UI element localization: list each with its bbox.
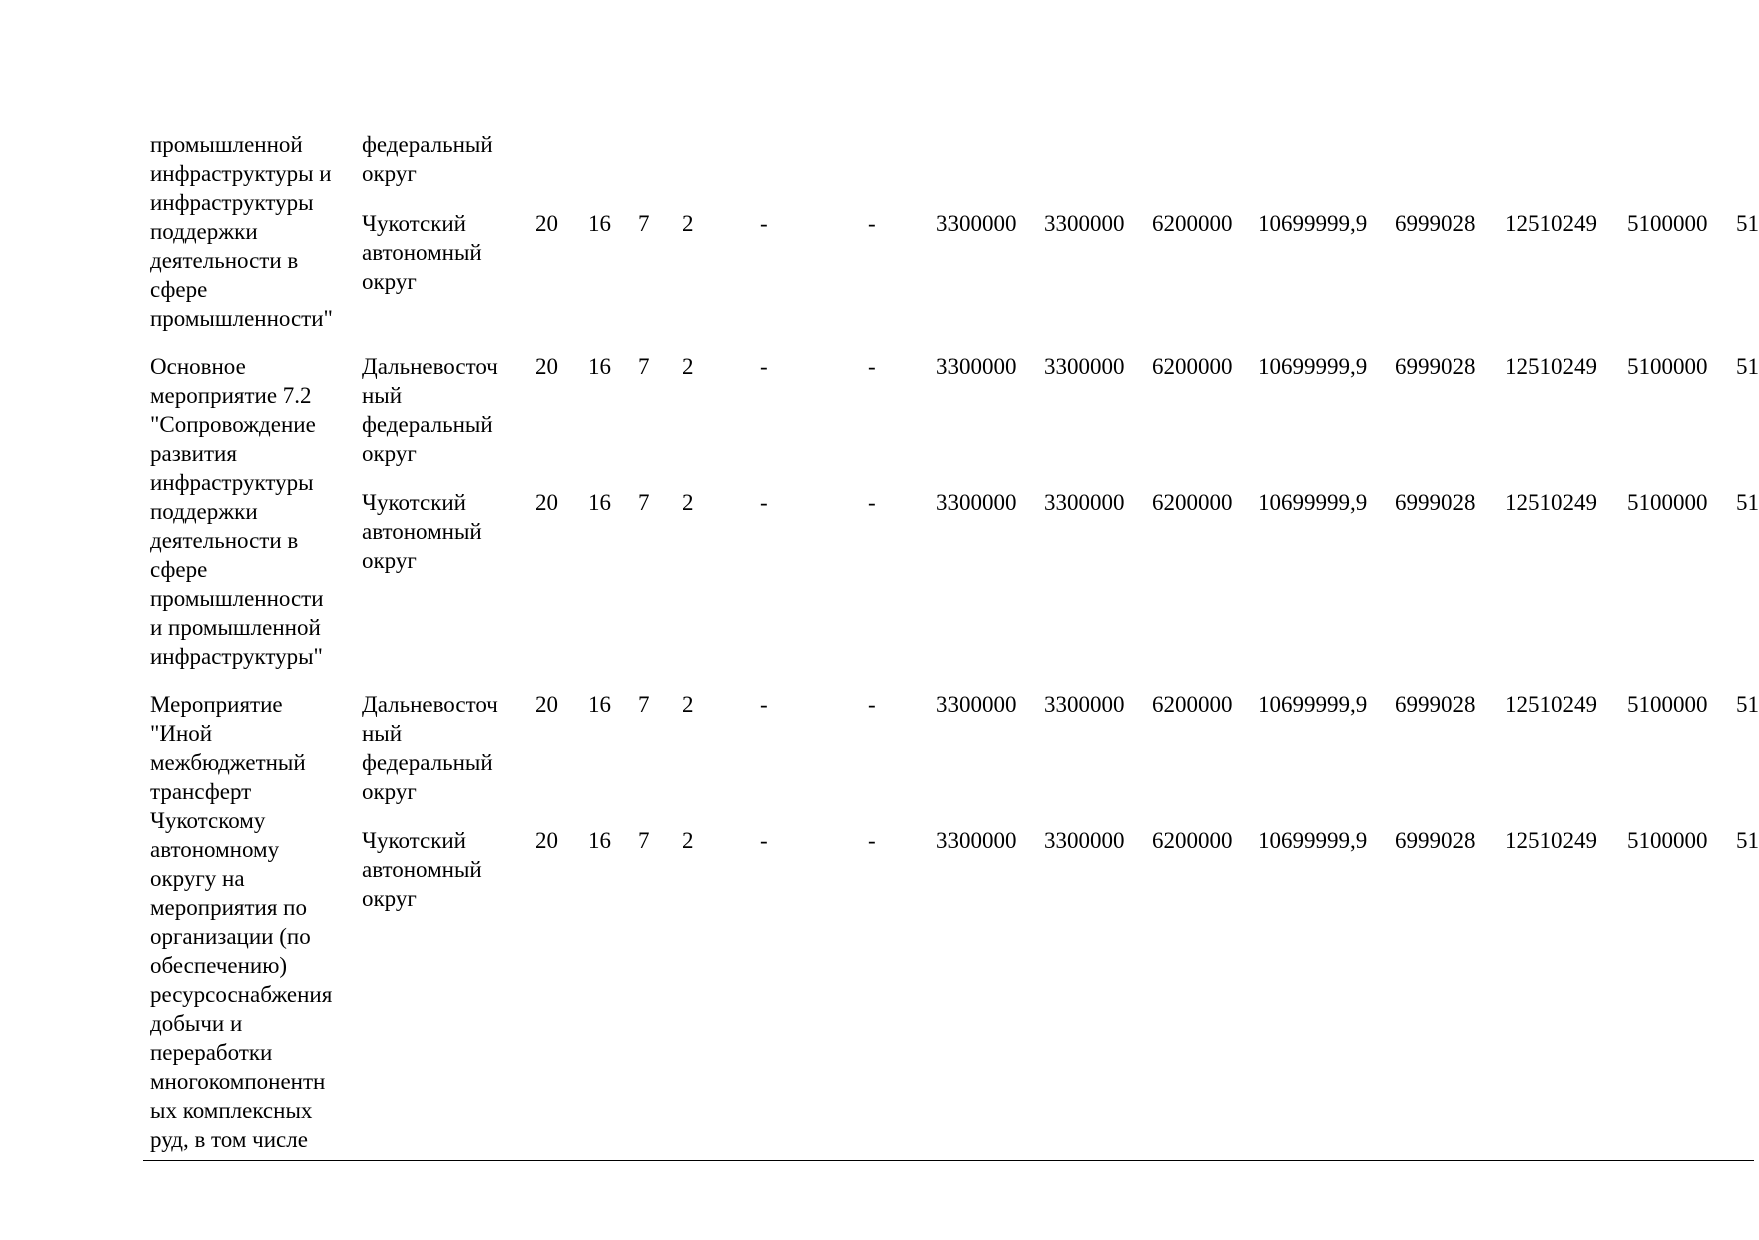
row-2-region-0-label: Дальневосточ ный федеральный округ	[362, 692, 498, 804]
value-cell: -	[868, 490, 876, 515]
row-0-region-0-label: федеральный округ	[362, 132, 493, 186]
value-cell: 6999028	[1395, 211, 1476, 236]
value-cell: -	[760, 828, 768, 853]
value-cell: 51	[1736, 490, 1759, 515]
value-cell: 51	[1736, 828, 1759, 853]
value-cell: 51	[1736, 211, 1759, 236]
value-cell: -	[868, 211, 876, 236]
value-cell: 5100000	[1627, 828, 1708, 853]
row-0-region-1-label: Чукотский автономный округ	[362, 211, 482, 294]
value-cell: 5100000	[1627, 211, 1708, 236]
value-cell: 20	[535, 490, 558, 515]
value-cell: -	[868, 354, 876, 379]
value-cell: 5100000	[1627, 692, 1708, 717]
value-cell: 10699999,9	[1258, 828, 1368, 853]
row-1-name: Основное мероприятие 7.2 "Сопровождение развития инфраструктуры поддержки деятельности в сфере промышленности и промышленной инфраструктуры"	[150, 354, 324, 669]
value-cell: 6999028	[1395, 354, 1476, 379]
value-cell: 6200000	[1152, 692, 1233, 717]
value-cell: 6999028	[1395, 692, 1476, 717]
value-cell: 2	[682, 692, 694, 717]
value-cell: 7	[638, 354, 650, 379]
value-cell: 6200000	[1152, 211, 1233, 236]
value-cell: -	[760, 692, 768, 717]
row-0-name: промышленной инфраструктуры и инфраструктуры поддержки деятельности в сфере промышленности"	[150, 132, 333, 331]
value-cell: 16	[588, 211, 611, 236]
value-cell: 7	[638, 692, 650, 717]
value-cell: 7	[638, 490, 650, 515]
value-cell: -	[868, 692, 876, 717]
value-cell: -	[760, 354, 768, 379]
value-cell: 20	[535, 354, 558, 379]
value-cell: 51	[1736, 354, 1759, 379]
value-cell: 2	[682, 211, 694, 236]
value-cell: 7	[638, 211, 650, 236]
value-cell: 16	[588, 692, 611, 717]
value-cell: 5100000	[1627, 490, 1708, 515]
value-cell: 6200000	[1152, 828, 1233, 853]
value-cell: 6200000	[1152, 354, 1233, 379]
value-cell: 10699999,9	[1258, 692, 1368, 717]
value-cell: 12510249	[1505, 211, 1597, 236]
value-cell: -	[760, 211, 768, 236]
value-cell: 7	[638, 828, 650, 853]
value-cell: 2	[682, 490, 694, 515]
value-cell: 3300000	[1044, 354, 1125, 379]
value-cell: 12510249	[1505, 828, 1597, 853]
value-cell: 3300000	[936, 211, 1017, 236]
value-cell: 12510249	[1505, 692, 1597, 717]
row-2-region-1-label: Чукотский автономный округ	[362, 828, 482, 911]
value-cell: 12510249	[1505, 490, 1597, 515]
value-cell: 3300000	[1044, 828, 1125, 853]
value-cell: 16	[588, 354, 611, 379]
value-cell: 16	[588, 828, 611, 853]
value-cell: 3300000	[1044, 490, 1125, 515]
value-cell: 6200000	[1152, 490, 1233, 515]
value-cell: 51	[1736, 692, 1759, 717]
value-cell: 12510249	[1505, 354, 1597, 379]
value-cell: 5100000	[1627, 354, 1708, 379]
value-cell: 10699999,9	[1258, 490, 1368, 515]
value-cell: 3300000	[936, 828, 1017, 853]
value-cell: 3300000	[1044, 692, 1125, 717]
value-cell: 16	[588, 490, 611, 515]
value-cell: 6999028	[1395, 490, 1476, 515]
row-1-region-1-label: Чукотский автономный округ	[362, 490, 482, 573]
row-1-region-0-label: Дальневосточ ный федеральный округ	[362, 354, 498, 466]
value-cell: 6999028	[1395, 828, 1476, 853]
row-2-name: Мероприятие "Иной межбюджетный трансферт Чукотскому автономному округу на мероприятия по организации (по обеспечению) ресурсоснабжения добычи и переработки многокомпонентн ых комплексных руд, в том числе	[150, 692, 333, 1152]
value-cell: 10699999,9	[1258, 354, 1368, 379]
value-cell: 2	[682, 828, 694, 853]
value-cell: 3300000	[936, 692, 1017, 717]
value-cell: -	[868, 828, 876, 853]
value-cell: 3300000	[936, 354, 1017, 379]
value-cell: 3300000	[1044, 211, 1125, 236]
value-cell: 3300000	[936, 490, 1017, 515]
value-cell: 20	[535, 211, 558, 236]
table-bottom-rule	[143, 1160, 1754, 1161]
value-cell: 20	[535, 692, 558, 717]
value-cell: -	[760, 490, 768, 515]
value-cell: 10699999,9	[1258, 211, 1368, 236]
value-cell: 20	[535, 828, 558, 853]
value-cell: 2	[682, 354, 694, 379]
